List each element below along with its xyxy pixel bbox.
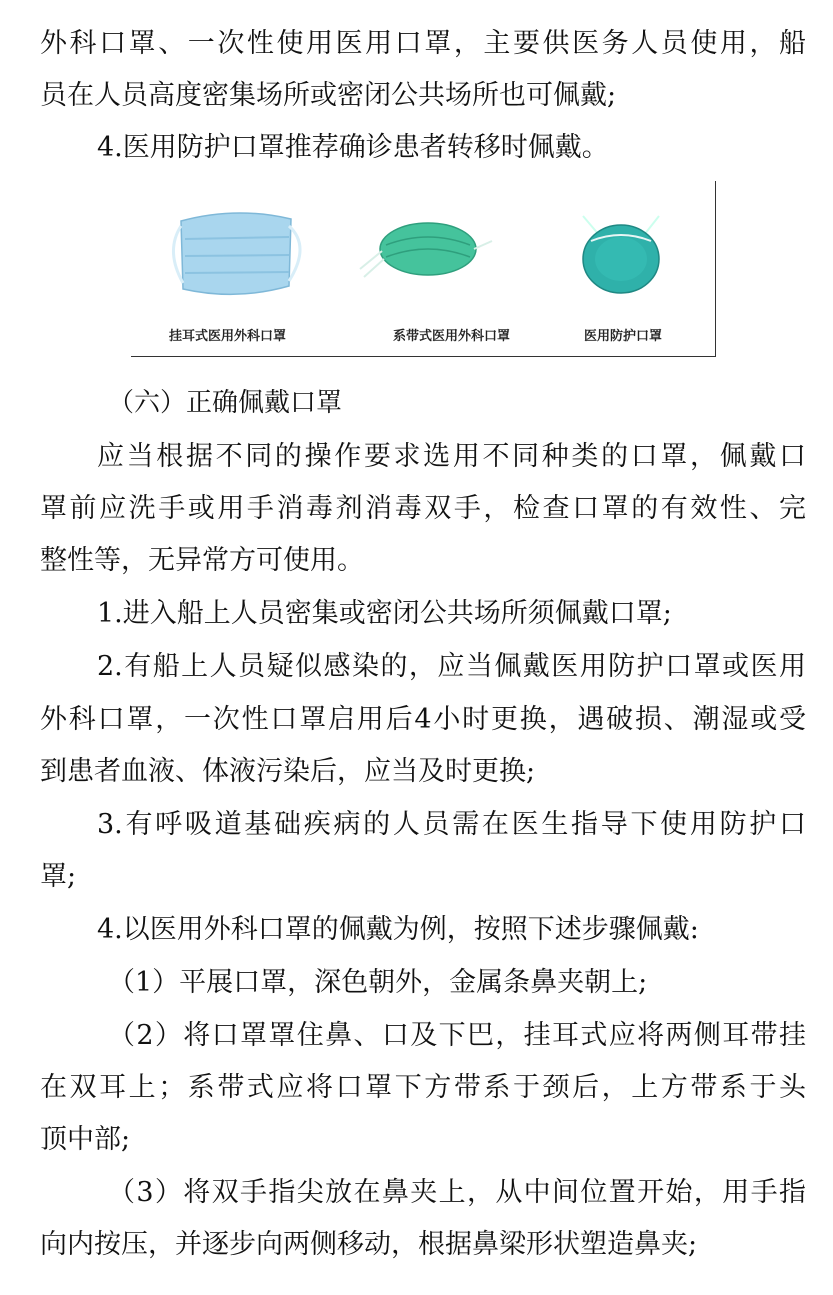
paragraph-line: 罩前应洗手或用手消毒剂消毒双手，检查口罩的有效性、完 bbox=[40, 493, 806, 524]
paragraph-line: 外科口罩，一次性口罩启用后4小时更换，遇破损、潮湿或受 bbox=[40, 704, 806, 735]
paragraph-line: 在双耳上；系带式应将口罩下方带系于颈后，上方带系于头 bbox=[40, 1072, 806, 1103]
paragraph-line: 顶中部; bbox=[40, 1124, 131, 1155]
step-3: （3）将双手指尖放在鼻夹上，从中间位置开始，用手指 bbox=[108, 1177, 806, 1208]
protective-mask-image bbox=[571, 201, 671, 301]
paragraph-line: 外科口罩、一次性使用医用口罩，主要供医务人员使用，船 bbox=[40, 28, 806, 59]
paragraph-line: 整性等，无异常方可使用。 bbox=[40, 545, 364, 576]
list-item-4-mask-type: 4.医用防护口罩推荐确诊患者转移时佩戴。 bbox=[97, 132, 609, 163]
step-2: （2）将口罩罩住鼻、口及下巴，挂耳式应将两侧耳带挂 bbox=[108, 1020, 806, 1051]
list-item-1: 1.进入船上人员密集或密闭公共场所须佩戴口罩; bbox=[97, 598, 672, 629]
tie-on-mask-image bbox=[356, 211, 496, 291]
paragraph-line: 应当根据不同的操作要求选用不同种类的口罩，佩戴口 bbox=[97, 441, 806, 472]
caption-protective-mask: 医用防护口罩 bbox=[584, 329, 663, 344]
section-heading: （六）正确佩戴口罩 bbox=[108, 388, 343, 418]
step-1: （1）平展口罩，深色朝外，金属条鼻夹朝上; bbox=[108, 967, 648, 998]
paragraph-line: 员在人员高度密集场所或密闭公共场所也可佩戴; bbox=[40, 80, 617, 111]
list-item-3: 3.有呼吸道基础疾病的人员需在医生指导下使用防护口 bbox=[97, 809, 806, 840]
list-item-2: 2.有船上人员疑似感染的，应当佩戴医用防护口罩或医用 bbox=[97, 651, 806, 682]
mask-types-figure bbox=[131, 181, 716, 357]
paragraph-line: 到患者血液、体液污染后，应当及时更换; bbox=[40, 756, 536, 787]
caption-tie-on-mask: 系带式医用外科口罩 bbox=[393, 329, 511, 344]
caption-ear-loop-mask: 挂耳式医用外科口罩 bbox=[169, 329, 287, 344]
ear-loop-mask-image bbox=[161, 201, 311, 311]
paragraph-line: 向内按压，并逐步向两侧移动，根据鼻梁形状塑造鼻夹; bbox=[40, 1229, 698, 1260]
paragraph-line: 罩; bbox=[40, 861, 77, 892]
list-item-4: 4.以医用外科口罩的佩戴为例，按照下述步骤佩戴: bbox=[97, 914, 699, 945]
